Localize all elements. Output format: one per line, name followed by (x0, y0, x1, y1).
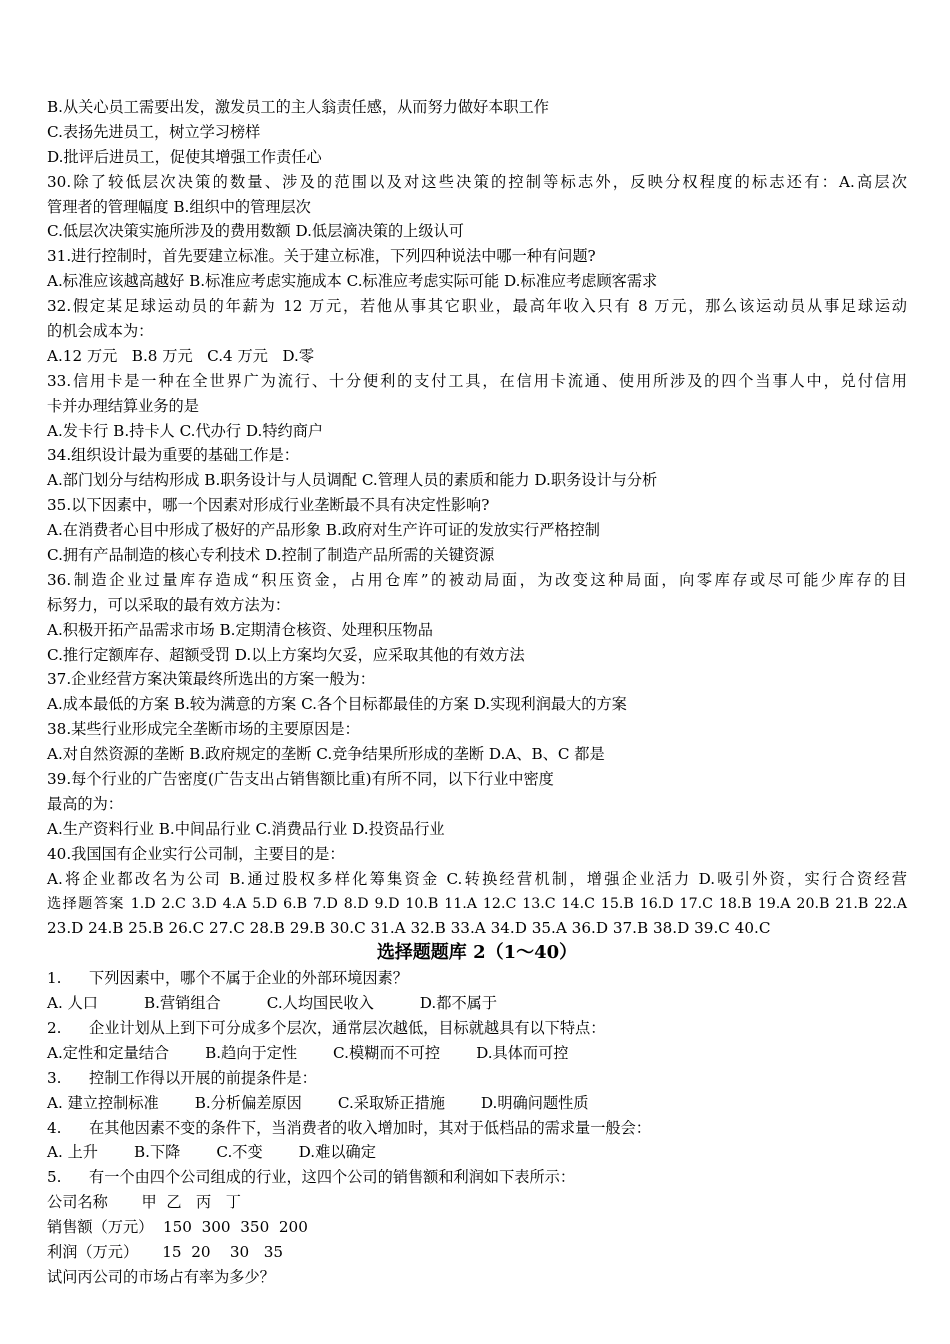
section-heading: 选择题题库 2（1～40） (376, 942, 578, 964)
text-line: A.部门划分与结构形成 B.职务设计与人员调配 C.管理人员的素质和能力 D.职务设计与分析 (47, 471, 658, 490)
option-c: C.模糊而不可控 (333, 1043, 441, 1062)
text-line: A.生产资料行业 B.中间品行业 C.消费品行业 D.投资品行业 (47, 819, 445, 838)
question-1 (47, 966, 907, 991)
question-text: 有一个由四个公司组成的行业，这四个公司的销售额和利润如下表所示： (89, 1168, 575, 1187)
text-line: 的机会成本为： (47, 322, 154, 341)
text-line: C.表扬先进员工，树立学习榜样 (47, 122, 261, 141)
text-line: C.推行定额库存、超额受罚 D.以上方案均欠妥，应采取其他的有效方法 (47, 645, 525, 664)
answer-key-line: 23.D 24.B 25.B 26.C 27.C 28.B 29.B 30.C 31.A 32.B 33.A 34.D 35.A 36.D 37.B 38.D 39.C 40.C (47, 919, 771, 938)
option-d: D.难以确定 (298, 1143, 376, 1162)
text-line: 35.以下因素中，哪一个因素对形成行业垄断最不具有决定性影响? (47, 496, 490, 515)
text-line: 37.企业经营方案决策最终所选出的方案一般为： (47, 670, 375, 689)
text-line: 36.制造企业过量库存造成“积压资金，占用仓库”的被动局面，为改变这种局面，向零库存或尽可能少库存的目 (47, 570, 907, 589)
option-d: D.都不属于 (419, 994, 498, 1013)
option-b: B.分析偏差原因 (194, 1093, 302, 1112)
text-line: A.成本最低的方案 B.较为满意的方案 C.各个目标都最佳的方案 D.实现利润最大的方案 (47, 695, 627, 714)
option-a: A. 建立控制标准 (47, 1093, 159, 1112)
question-3 (47, 1066, 907, 1091)
text-line: 39.每个行业的广告密度(广告支出占销售额比重)有所不同，以下行业中密度 (47, 770, 554, 789)
option-c: C.人均国民收入 (266, 994, 374, 1013)
question-text: 企业计划从上到下可分成多个层次，通常层次越低，目标就越具有以下特点： (89, 1018, 606, 1037)
question-number: 1. (47, 969, 62, 988)
text-line: A.12 万元 B.8 万元 C.4 万元 D.零 (47, 346, 315, 365)
table-header-row: 公司名称 甲 乙 丙 丁 (47, 1193, 241, 1212)
text-line: 38.某些行业形成完全垄断市场的主要原因是： (47, 720, 360, 739)
text-line: 最高的为： (47, 794, 123, 813)
option-b: B.下降 (134, 1143, 181, 1162)
table-sales-row: 销售额（万元） 150 300 350 200 (47, 1218, 308, 1237)
option-c: C.采取矫正措施 (337, 1093, 445, 1112)
options-2 (47, 1041, 907, 1066)
option-a: A. 人口 (47, 994, 98, 1013)
question-4 (47, 1116, 907, 1141)
options-4 (47, 1140, 907, 1165)
question-number: 3. (47, 1068, 62, 1087)
document-page (47, 95, 907, 1290)
text-line: 34.组织设计最为重要的基础工作是： (47, 446, 299, 465)
option-a: A. 上升 (47, 1143, 98, 1162)
text-line: 31.进行控制时，首先要建立标准。关于建立标准，下列四种说法中哪一种有问题? (47, 247, 596, 266)
option-a: A.定性和定量结合 (47, 1043, 170, 1062)
option-b: B.营销组合 (144, 994, 221, 1013)
text-line: 管理者的管理幅度 B.组织中的管理层次 (47, 197, 311, 216)
text-line: A.将企业都改名为公司 B.通过股权多样化筹集资金 C.转换经营机制，增强企业活力 D.吸引外资，实行合资经营 (47, 869, 907, 888)
option-b: B.趋向于定性 (205, 1043, 298, 1062)
question-5-end: 试问丙公司的市场占有率为多少？ (47, 1267, 275, 1286)
question-5 (47, 1165, 907, 1190)
text-line: 30.除了较低层次决策的数量、涉及的范围以及对这些决策的控制等标志外，反映分权程度的标志还有：A.高层次 (47, 172, 907, 191)
question-number: 5. (47, 1168, 62, 1187)
text-line: A.标准应该越高越好 B.标准应考虑实施成本 C.标准应考虑实际可能 D.标准应考虑顾客需求 (47, 272, 658, 291)
text-line: A.在消费者心目中形成了极好的产品形象 B.政府对生产许可证的发放实行严格控制 (47, 521, 600, 540)
answer-key-line: 选择题答案 1.D 2.C 3.D 4.A 5.D 6.B 7.D 8.D 9.D 10.B 11.A 12.C 13.C 14.C 15.B 16.D 17.C 18.B 19.A 20.B 21.B 22.A (47, 895, 907, 912)
option-d: D.明确问题性质 (480, 1093, 589, 1112)
question-text: 下列因素中，哪个不属于企业的外部环境因素？ (89, 969, 408, 988)
question-number: 4. (47, 1118, 62, 1137)
table-profit-row: 利润（万元） 15 20 30 35 (47, 1242, 284, 1261)
option-d: D.具体而可控 (476, 1043, 569, 1062)
text-line: C.低层次决策实施所涉及的费用数额 D.低层滴决策的上级认可 (47, 222, 464, 241)
question-number: 2. (47, 1018, 62, 1037)
options-3 (47, 1091, 907, 1116)
question-2 (47, 1016, 907, 1041)
text-line: D.批评后进员工，促使其增强工作责任心 (47, 147, 322, 166)
text-line: 40.我国国有企业实行公司制，主要目的是： (47, 844, 345, 863)
question-text: 控制工作得以开展的前提条件是： (89, 1068, 317, 1087)
options-1 (47, 991, 907, 1016)
text-line: 32.假定某足球运动员的年薪为 12 万元，若他从事其它职业，最高年收入只有 8 万元，那么该运动员从事足球运动 (47, 297, 907, 316)
text-line: B.从关心员工需要出发，激发员工的主人翁责任感，从而努力做好本职工作 (47, 98, 549, 116)
text-line: 33.信用卡是一种在全世界广为流行、十分便利的支付工具，在信用卡流通、使用所涉及的四个当事人中，兑付信用 (47, 371, 907, 390)
text-line: A.积极开拓产品需求市场 B.定期清仓核资、处理积压物品 (47, 620, 433, 639)
question-text: 在其他因素不变的条件下，当消费者的收入增加时，其对于低档品的需求量一般会： (89, 1118, 651, 1137)
text-line: C.拥有产品制造的核心专利技术 D.控制了制造产品所需的关键资源 (47, 546, 495, 565)
text-line: A.发卡行 B.持卡人 C.代办行 D.特约商户 (47, 421, 324, 440)
text-line: 标努力，可以采取的最有效方法为： (47, 595, 290, 614)
text-line: 卡并办理结算业务的是 (47, 396, 199, 415)
text-line: A.对自然资源的垄断 B.政府规定的垄断 C.竞争结果所形成的垄断 D.A、B、C 都是 (47, 745, 605, 764)
option-c: C.不变 (216, 1143, 263, 1162)
